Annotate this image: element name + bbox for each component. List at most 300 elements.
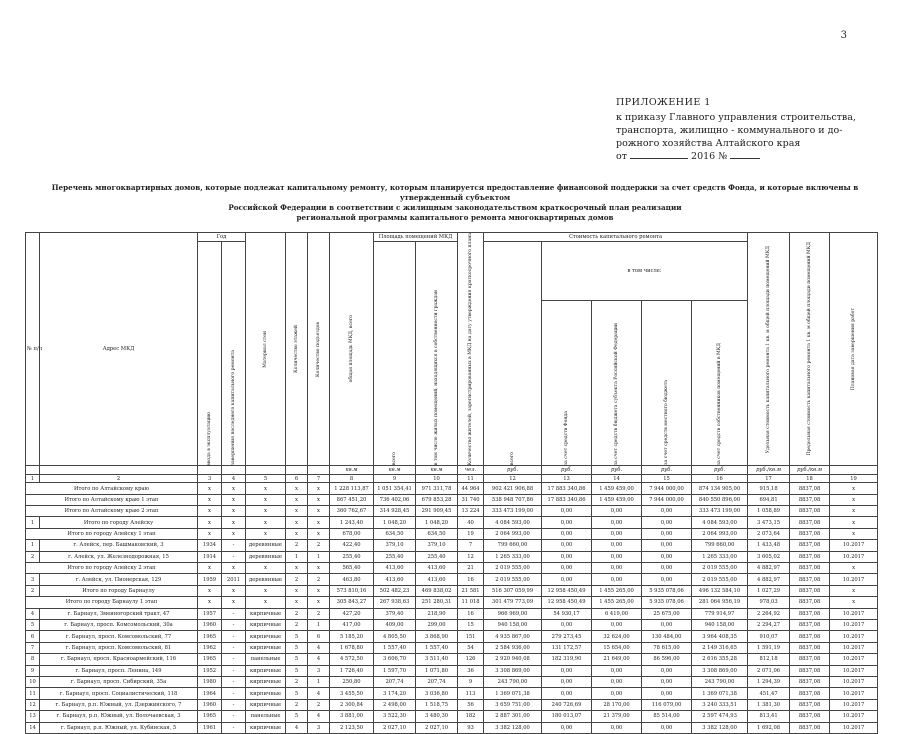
appendix-date-line: [616, 150, 856, 163]
table-cell: 4 882,97: [748, 563, 790, 574]
table-cell: 978,03: [748, 597, 790, 608]
appendix-title: ПРИЛОЖЕНИЕ 1: [616, 97, 711, 108]
table-cell: 3 382 128,00: [692, 722, 748, 733]
total-row: [26, 585, 878, 596]
table-cell: 5 185,20: [330, 631, 374, 642]
appendix-line-1: к приказу Главного управления строительства,: [616, 112, 856, 123]
table-cell: 2 264,92: [748, 608, 790, 619]
table-cell: 44 964: [458, 483, 484, 494]
table-cell: 8837,08: [790, 654, 830, 665]
table-row: [26, 665, 878, 676]
table-cell: Итого по Алтайскому краю: [26, 483, 198, 494]
column-number: 5: [246, 475, 286, 483]
table-cell: 2011: [222, 574, 246, 585]
table-cell: г. Алейск, ул. Железнодорожная, 15: [40, 551, 198, 562]
total-row: [26, 483, 878, 494]
table-cell: 1 557,40: [374, 642, 416, 653]
table-cell: x: [246, 585, 286, 596]
table-cell: 255,40: [416, 551, 458, 562]
table-cell: 8837,08: [790, 540, 830, 551]
total-row: [26, 506, 878, 517]
table-cell: 496 132 584,10: [692, 585, 748, 596]
table-cell: 0,00: [642, 528, 692, 539]
table-cell: x: [830, 597, 878, 608]
table-cell: 1 071,80: [416, 665, 458, 676]
table-cell: 1934: [198, 540, 222, 551]
table-cell: 8837,08: [790, 574, 830, 585]
table-cell: 1: [308, 620, 330, 631]
table-cell: 1965: [198, 631, 222, 642]
table-cell: 413,60: [416, 563, 458, 574]
table-cell: 4: [308, 654, 330, 665]
table-cell: 8837,08: [790, 676, 830, 687]
table-cell: 2: [286, 608, 308, 619]
table-cell: 3 480,30: [416, 711, 458, 722]
table-cell: 8837,08: [790, 642, 830, 653]
table-cell: 4 572,50: [330, 654, 374, 665]
table-cell: 0,00: [642, 688, 692, 699]
table-cell: 1980: [198, 676, 222, 687]
table-cell: x: [286, 506, 308, 517]
table-cell: 379,40: [374, 608, 416, 619]
table-cell: 2 920 940,08: [484, 654, 542, 665]
table-cell: Итого по городу Барнаулу 1 этап: [26, 597, 198, 608]
table-cell: 2: [308, 574, 330, 585]
table-cell: 10.2017: [830, 711, 878, 722]
table-cell: г. Барнаул, просп. Сибирский, 35а: [40, 676, 198, 687]
table-cell: 8837,08: [790, 528, 830, 539]
table-cell: 812,18: [748, 654, 790, 665]
table-cell: 130 484,00: [642, 631, 692, 642]
table-cell: 12 958 450,49: [542, 597, 592, 608]
column-number: 16: [692, 475, 748, 483]
table-cell: 305 843,27: [330, 597, 374, 608]
appendix-block: [616, 96, 856, 163]
table-cell: 2 498,00: [374, 699, 416, 710]
table-cell: г. Барнаул, Змеиногорский тракт, 47: [40, 608, 198, 619]
table-row: [26, 654, 878, 665]
table-cell: -: [222, 665, 246, 676]
table-cell: 971 311,78: [416, 483, 458, 494]
table-cell: x: [198, 563, 222, 574]
table-cell: 413,60: [374, 574, 416, 585]
table-cell: 7: [26, 642, 40, 653]
title-line-1: Перечень многоквартирных домов, которые подлежат капитальному ремонту, которым планируется предоставление финансовой поддержки за счет средств Фонда, и которые включены в утвержденный субъектом: [51, 183, 859, 202]
table-cell: 813,41: [748, 711, 790, 722]
table-cell: x: [308, 563, 330, 574]
table-cell: 1: [308, 676, 330, 687]
table-cell: 240 726,69: [542, 699, 592, 710]
table-cell: 0,00: [642, 506, 692, 517]
column-number: 13: [542, 475, 592, 483]
table-cell: 0,00: [642, 676, 692, 687]
table-cell: 0,00: [642, 563, 692, 574]
column-number: 8: [330, 475, 374, 483]
table-cell: x: [246, 597, 286, 608]
table-cell: 0,00: [642, 540, 692, 551]
table-cell: 0,00: [592, 551, 642, 562]
table-cell: -: [222, 676, 246, 687]
table-cell: 2 149 316,65: [692, 642, 748, 653]
table-cell: x: [308, 597, 330, 608]
table-cell: x: [222, 517, 246, 528]
table-cell: 299,00: [416, 620, 458, 631]
table-cell: 8837,08: [790, 585, 830, 596]
table-cell: 0,00: [642, 665, 692, 676]
table-cell: 694,81: [748, 494, 790, 505]
table-cell: 0,00: [592, 563, 642, 574]
table-cell: 7 944 000,00: [642, 494, 692, 505]
table-cell: 218,90: [416, 608, 458, 619]
table-cell: 1 381,30: [748, 699, 790, 710]
table-cell: кирпичные: [246, 722, 286, 733]
header-unit-cost: Удельная стоимость капитального ремонта 1 кв. м общей площади помещений МКД: [748, 233, 790, 466]
table-row: [26, 676, 878, 687]
header-cost-fund: за счет средств Фонда: [542, 300, 592, 466]
table-cell: 0,00: [542, 551, 592, 562]
table-cell: -: [222, 642, 246, 653]
header-cost-total: всего: [484, 242, 542, 466]
table-cell: 5: [286, 665, 308, 676]
table-cell: 0,00: [592, 540, 642, 551]
table-cell: г. Барнаул, просп. Красноармейский, 116: [40, 654, 198, 665]
table-cell: 2: [286, 540, 308, 551]
table-cell: x: [286, 597, 308, 608]
header-cost-group: Стоимость капитального ремонта: [484, 233, 748, 242]
table-cell: 502 482,23: [374, 585, 416, 596]
table-cell: 966 969,00: [484, 608, 542, 619]
table-cell: 250,80: [330, 676, 374, 687]
table-cell: 2 064 993,00: [484, 528, 542, 539]
table-cell: x: [222, 597, 246, 608]
table-cell: 565,40: [330, 563, 374, 574]
table-cell: 9: [458, 676, 484, 687]
table-cell: 1: [26, 517, 40, 528]
column-numbers-row: [26, 475, 878, 483]
table-cell: 3 455,50: [330, 688, 374, 699]
table-cell: 634,50: [374, 528, 416, 539]
table-cell: 867 451,20: [330, 494, 374, 505]
table-cell: 3 174,20: [374, 688, 416, 699]
table-cell: 2: [308, 608, 330, 619]
header-cost-local: за счет средств местного бюджета: [642, 300, 692, 466]
table-cell: x: [830, 517, 878, 528]
table-cell: 5 935 078,06: [642, 597, 692, 608]
table-cell: 243 790,00: [484, 676, 542, 687]
table-cell: 6: [26, 631, 40, 642]
table-cell: 1 294,39: [748, 676, 790, 687]
table-cell: 1 051 354,41: [374, 483, 416, 494]
header-year-group: Год: [198, 233, 246, 242]
table-cell: 2 064 993,00: [692, 528, 748, 539]
table-row: [26, 540, 878, 551]
table-cell: 2: [26, 585, 40, 596]
table-cell: 2 584 936,00: [484, 642, 542, 653]
table-cell: 1 265 333,00: [692, 551, 748, 562]
column-number: 19: [830, 475, 878, 483]
table-cell: 25 675,00: [642, 608, 692, 619]
table-cell: x: [830, 494, 878, 505]
table-cell: 3 240 333,51: [692, 699, 748, 710]
table-cell: 54: [458, 642, 484, 653]
table-cell: 3 511,40: [416, 654, 458, 665]
header-wall-material: Материал стен: [246, 233, 286, 466]
table-cell: 0,00: [642, 574, 692, 585]
table-cell: 0,00: [592, 528, 642, 539]
table-cell: 5: [286, 631, 308, 642]
header-floors: Количество этажей: [286, 233, 308, 466]
table-cell: 281 064 956,19: [692, 597, 748, 608]
table-cell: 14: [26, 722, 40, 733]
table-cell: 8837,08: [790, 551, 830, 562]
table-cell: 4 084 593,00: [692, 517, 748, 528]
table-cell: 182 319,90: [542, 654, 592, 665]
table-cell: 207,74: [374, 676, 416, 687]
total-row: [26, 517, 878, 528]
table-cell: 0,00: [642, 722, 692, 733]
table-cell: -: [222, 688, 246, 699]
table-cell: 243 790,00: [692, 676, 748, 687]
table-cell: x: [198, 494, 222, 505]
table-cell: 10.2017: [830, 699, 878, 710]
table-cell: 736 402,06: [374, 494, 416, 505]
table-cell: 1957: [198, 608, 222, 619]
table-row: [26, 620, 878, 631]
table-cell: 251 280,31: [416, 597, 458, 608]
table-cell: x: [198, 506, 222, 517]
table-cell: 5: [26, 620, 40, 631]
table-row: [26, 642, 878, 653]
table-cell: 1 597,70: [374, 665, 416, 676]
table-cell: 910,07: [748, 631, 790, 642]
table-cell: 10.2017: [830, 608, 878, 619]
table-cell: 1 243,40: [330, 517, 374, 528]
table-cell: x: [222, 483, 246, 494]
table-cell: x: [198, 528, 222, 539]
table-cell: x: [308, 585, 330, 596]
table-cell: Итого по городу Алейску 2 этап: [26, 563, 198, 574]
table-cell: 3 308 869,00: [692, 665, 748, 676]
table-cell: 8837,08: [790, 597, 830, 608]
table-cell: 8837,08: [790, 494, 830, 505]
table-cell: 779 914,97: [692, 608, 748, 619]
table-cell: x: [246, 563, 286, 574]
table-cell: 422,40: [330, 540, 374, 551]
column-number: 3: [198, 475, 222, 483]
table-cell: 8837,08: [790, 699, 830, 710]
table-cell: 126: [458, 654, 484, 665]
table-cell: 5: [286, 642, 308, 653]
table-cell: 1965: [198, 711, 222, 722]
table-cell: x: [830, 506, 878, 517]
table-cell: 1 455 265,00: [592, 597, 642, 608]
table-cell: 4 935 867,00: [484, 631, 542, 642]
table-cell: 21 649,00: [592, 654, 642, 665]
table-cell: деревянные: [246, 551, 286, 562]
title-line-3: региональной программы капитального ремонта многоквартирных домов: [296, 213, 614, 222]
table-cell: 2 071,06: [748, 665, 790, 676]
table-row: [26, 608, 878, 619]
table-cell: x: [308, 517, 330, 528]
table-cell: x: [198, 517, 222, 528]
header-year-built: ввода в эксплуатацию: [198, 242, 222, 466]
table-cell: 3 881,00: [330, 711, 374, 722]
table-cell: 12: [458, 551, 484, 562]
table-cell: 1 692,08: [748, 722, 790, 733]
table-cell: г. Барнаул, р.п. Южный, ул. Кубинская, 5: [40, 722, 198, 733]
table-row: [26, 574, 878, 585]
table-cell: 0,00: [542, 688, 592, 699]
table-cell: 0,00: [592, 688, 642, 699]
table-row: [26, 722, 878, 733]
table-cell: Итого по городу Алейску: [40, 517, 198, 528]
table-cell: x: [286, 528, 308, 539]
table-cell: 1952: [198, 665, 222, 676]
table-cell: 874 134 905,00: [692, 483, 748, 494]
table-cell: 85 514,00: [642, 711, 692, 722]
table-cell: кирпичные: [246, 665, 286, 676]
table-cell: 5 935 078,06: [642, 585, 692, 596]
table-cell: 333 473 199,00: [692, 506, 748, 517]
table-cell: 1: [308, 551, 330, 562]
table-cell: 9: [26, 665, 40, 676]
units-row: кв.м кв.м кв.м чел. руб. руб. руб. руб. руб. руб./кв.м руб./кв.м: [26, 466, 878, 475]
table-cell: 3 473,15: [748, 517, 790, 528]
table-cell: 255,40: [374, 551, 416, 562]
table-cell: 840 550 896,00: [692, 494, 748, 505]
table-cell: 10.2017: [830, 688, 878, 699]
table-cell: 16: [458, 574, 484, 585]
table-cell: 2 027,10: [374, 722, 416, 733]
total-row: [26, 494, 878, 505]
table-cell: x: [198, 585, 222, 596]
table-cell: 2 597 474,93: [692, 711, 748, 722]
table-cell: 451,47: [748, 688, 790, 699]
table-cell: 1 228 113,87: [330, 483, 374, 494]
table-cell: 1 726,40: [330, 665, 374, 676]
table-cell: 1962: [198, 642, 222, 653]
table-cell: x: [246, 517, 286, 528]
table-cell: 8837,08: [790, 631, 830, 642]
table-cell: 8837,08: [790, 517, 830, 528]
table-cell: 10.2017: [830, 631, 878, 642]
table-cell: 427,20: [330, 608, 374, 619]
table-cell: 8837,08: [790, 608, 830, 619]
table-cell: 10.2017: [830, 620, 878, 631]
table-cell: -: [222, 699, 246, 710]
column-number: 18: [790, 475, 830, 483]
table-cell: панельные: [246, 654, 286, 665]
table-cell: 2 019 555,00: [484, 563, 542, 574]
table-cell: 0,00: [592, 722, 642, 733]
header-entrances: Количество подъездов: [308, 233, 330, 466]
table-cell: 1964: [198, 688, 222, 699]
table-cell: 8837,08: [790, 483, 830, 494]
table-cell: 36: [458, 665, 484, 676]
table-cell: x: [222, 528, 246, 539]
table-cell: x: [286, 517, 308, 528]
table-cell: 1961: [198, 722, 222, 733]
table-cell: 21 581: [458, 585, 484, 596]
table-cell: 13: [26, 711, 40, 722]
table-cell: деревянные: [246, 574, 286, 585]
total-row: [26, 597, 878, 608]
table-cell: 940 158,00: [692, 620, 748, 631]
table-cell: Итого по городу Барнаулу: [40, 585, 198, 596]
table-cell: 10.2017: [830, 676, 878, 687]
header-limit-cost: Предельная стоимость капитального ремонта 1 кв. м общей площади помещений МКД: [790, 233, 830, 466]
table-cell: 15: [458, 620, 484, 631]
table-cell: 5: [286, 654, 308, 665]
table-cell: 10.2017: [830, 551, 878, 562]
table-cell: 2: [286, 620, 308, 631]
table-cell: кирпичные: [246, 608, 286, 619]
table-cell: г. Барнаул, просп. Ленина, 149: [40, 665, 198, 676]
column-number: 14: [592, 475, 642, 483]
table-cell: 3: [308, 665, 330, 676]
table-cell: кирпичные: [246, 620, 286, 631]
table-cell: 2 294,27: [748, 620, 790, 631]
table-cell: 2 019 555,00: [484, 574, 542, 585]
table-cell: x: [286, 483, 308, 494]
table-cell: 0,00: [642, 551, 692, 562]
table-cell: 0,00: [542, 506, 592, 517]
table-cell: деревянные: [246, 540, 286, 551]
table-cell: 3 605,02: [748, 551, 790, 562]
table-cell: 1 455 265,00: [592, 585, 642, 596]
table-cell: 409,00: [374, 620, 416, 631]
table-cell: 4: [308, 711, 330, 722]
table-cell: 10.2017: [830, 722, 878, 733]
table-cell: 0,00: [542, 574, 592, 585]
table-cell: панельные: [246, 711, 286, 722]
page-number: 3: [840, 30, 847, 41]
column-number: 11: [458, 475, 484, 483]
header-address: Адрес МКД: [40, 233, 198, 466]
header-no: № п/п: [26, 233, 40, 466]
table-cell: 3 382 128,00: [484, 722, 542, 733]
table-cell: 1 459 459,00: [592, 483, 642, 494]
table-cell: г. Барнаул, просп. Социалистический, 118: [40, 688, 198, 699]
table-cell: 3 308 869,00: [484, 665, 542, 676]
table-cell: 8837,08: [790, 620, 830, 631]
table-cell: 10: [26, 676, 40, 687]
table-cell: 379,10: [374, 540, 416, 551]
register-table: [25, 232, 878, 734]
table-cell: г. Алейск, пер. Башмаковский, 3: [40, 540, 198, 551]
table-cell: 1 058,89: [748, 506, 790, 517]
table-cell: 3 659 751,00: [484, 699, 542, 710]
table-cell: 413,60: [416, 574, 458, 585]
table-cell: 3 606,70: [374, 654, 416, 665]
table-cell: кирпичные: [246, 642, 286, 653]
table-cell: 16: [458, 608, 484, 619]
table-cell: 1 369 071,38: [484, 688, 542, 699]
date-blank: [630, 158, 688, 159]
table-cell: 93: [458, 722, 484, 733]
header-area-group: Площадь помещений МКД: [374, 233, 458, 242]
table-cell: 0,00: [542, 676, 592, 687]
date-prefix: от: [616, 151, 627, 162]
table-cell: 17 883 340,86: [542, 483, 592, 494]
table-cell: -: [222, 722, 246, 733]
table-cell: 678,00: [330, 528, 374, 539]
header-total-area: общая площадь МКД, всего: [330, 233, 374, 466]
table-cell: 301 479 773,09: [484, 597, 542, 608]
table-cell: 6 419,00: [592, 608, 642, 619]
table-cell: 314 928,45: [374, 506, 416, 517]
table-cell: 2: [286, 699, 308, 710]
